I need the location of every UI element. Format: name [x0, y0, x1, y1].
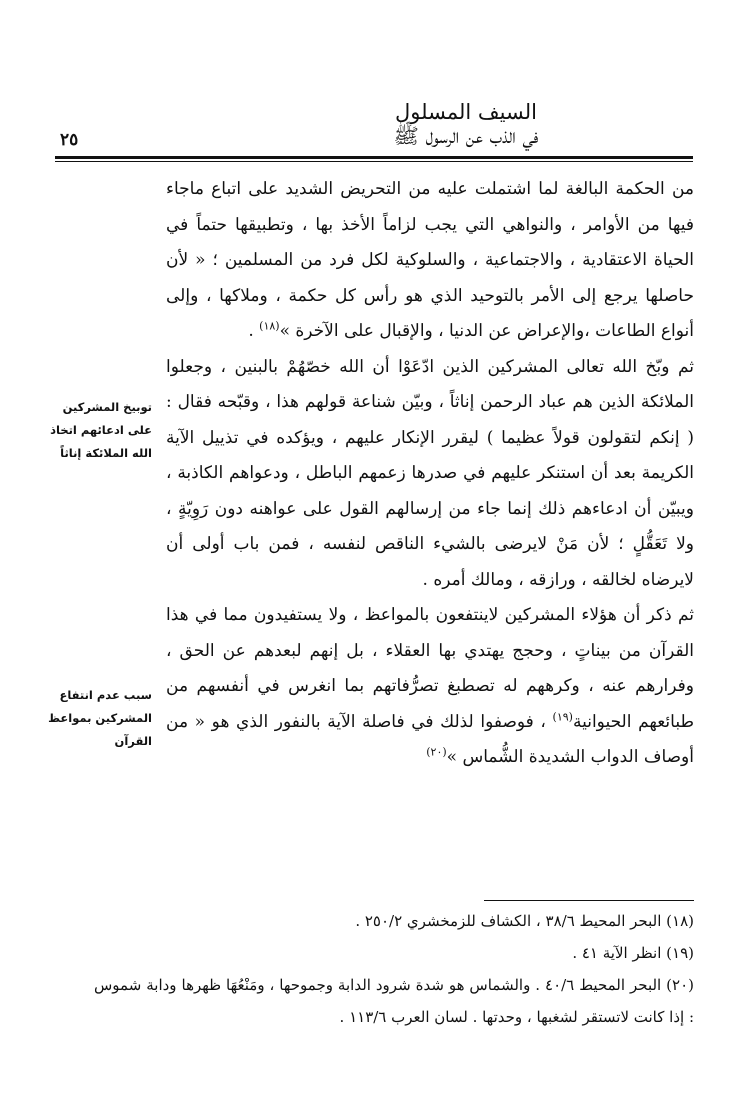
footnote-ref-20: (٢٠) [426, 745, 447, 759]
header-title-line-2: في الذب عن الرسول ﷺ [393, 124, 539, 148]
paragraph-1-end: . [248, 321, 260, 341]
footnote-ref-18: (١٨) [259, 319, 280, 333]
margin-note-line: على ادعائهم اتخاذ [50, 423, 152, 437]
paragraph-3-text: ثم ذكر أن هؤلاء المشركين لاينتفعون بالمواعظ ، ولا يستفيدون مما في هذا القرآن من بيناتٍ ، وحجج يهتدي بها العقلاء ، بل إنهم لبعدهم عن الحق ، وفرارهم عنه ، وكرههم له تصطبغ تصرُّفاتهم بما انغرس في أنفسهم من طبائعهم الحيوانية [166, 605, 694, 732]
paragraph-3-text-cont: ، فوصفوا لذلك في فاصلة الآية بالنفور الذي هو « من أوصاف الدواب الشديدة الشُّماس » [166, 711, 694, 767]
main-text [166, 172, 694, 776]
margin-note-line: المشركين بمواعظ [48, 711, 152, 725]
footnote-ref-19: (١٩) [552, 709, 573, 723]
paragraph-1 [166, 172, 694, 350]
footnotes [94, 905, 694, 1033]
header-title-line-1: السيف المسلول [395, 100, 537, 124]
running-header-title [356, 100, 576, 148]
margin-note-line: توبيخ المشركين [62, 400, 152, 414]
header-rule-thick [55, 156, 693, 159]
margin-note-reason [40, 684, 152, 753]
margin-note-line: القرآن [114, 734, 152, 748]
footnote-19: (١٩) انظر الآية ٤١ . [572, 944, 694, 962]
margin-note-rebuke [40, 396, 152, 465]
header-rule-thin [55, 161, 693, 162]
paragraph-2-text: ثم وبّخ الله تعالى المشركين الذين ادّعَوْا أن الله خصّهُمْ بالبنين ، وجعلوا الملائكة الذين هم عباد الرحمن إناثاً ، وبيّن شناعة قولهم هذا ، وقبّحه فقال : ( إنكم لتقولون قولاً عظيما ) ليقرر الإنكار عليهم ، ويؤكده في تذييل الآية الكريمة بعد أن استنكر عليهم في صدرها زعمهم الباطل ، ودعواهم الكاذبة ، ويبيّن أن ادعاءهم ذلك إنما جاء من إرسالهم القول على عواهنه دون رَوِيّةٍ ، ولا تَعَقُّلٍ ؛ لأن مَنْ لايرضى بالشيء الناقص لنفسه ، فمن باب أولى أن لايرضاه لخالقه ، ورازقه ، ومالك أمره . [166, 356, 694, 590]
footnote-20: (٢٠) البحر المحيط ٤٠/٦ . والشماس هو شدة شرود الدابة وجموحها ، ومَنْعُهَا ظهرها ودابة شموس : إذا كانت لاتستقر لشغبها ، وحدتها . لسان العرب ١١٣/٦ . [94, 976, 694, 1026]
footnote-separator [484, 900, 694, 901]
paragraph-1-text: من الحكمة البالغة لما اشتملت عليه من التحريض الشديد على اتباع ماجاء فيها من الأوامر ، والنواهي التي يجب لزاماً الأخذ بها ، وتطبيقها حتماً في الحياة الاعتقادية ، والاجتماعية ، والسلوكية لكل فرد من المسلمين ؛ « لأن حاصلها يرجع إلى الأمر بالتوحيد الذي هو رأس كل حكمة ، وملاكها ، وإلى أنواع الطاعات ،والإعراض عن الدنيا ، والإقبال على الآخرة » [166, 179, 694, 341]
margin-note-line: الله الملائكة إناثاً [60, 446, 152, 460]
paragraph-2 [166, 350, 694, 599]
margin-note-line: سبب عدم انتفاع [59, 688, 152, 702]
page-number: ٢٥ [60, 130, 79, 150]
footnote-18: (١٨) البحر المحيط ٣٨/٦ ، الكشاف للزمخشري ٢٥٠/٢ . [355, 912, 694, 930]
paragraph-3 [166, 598, 694, 776]
